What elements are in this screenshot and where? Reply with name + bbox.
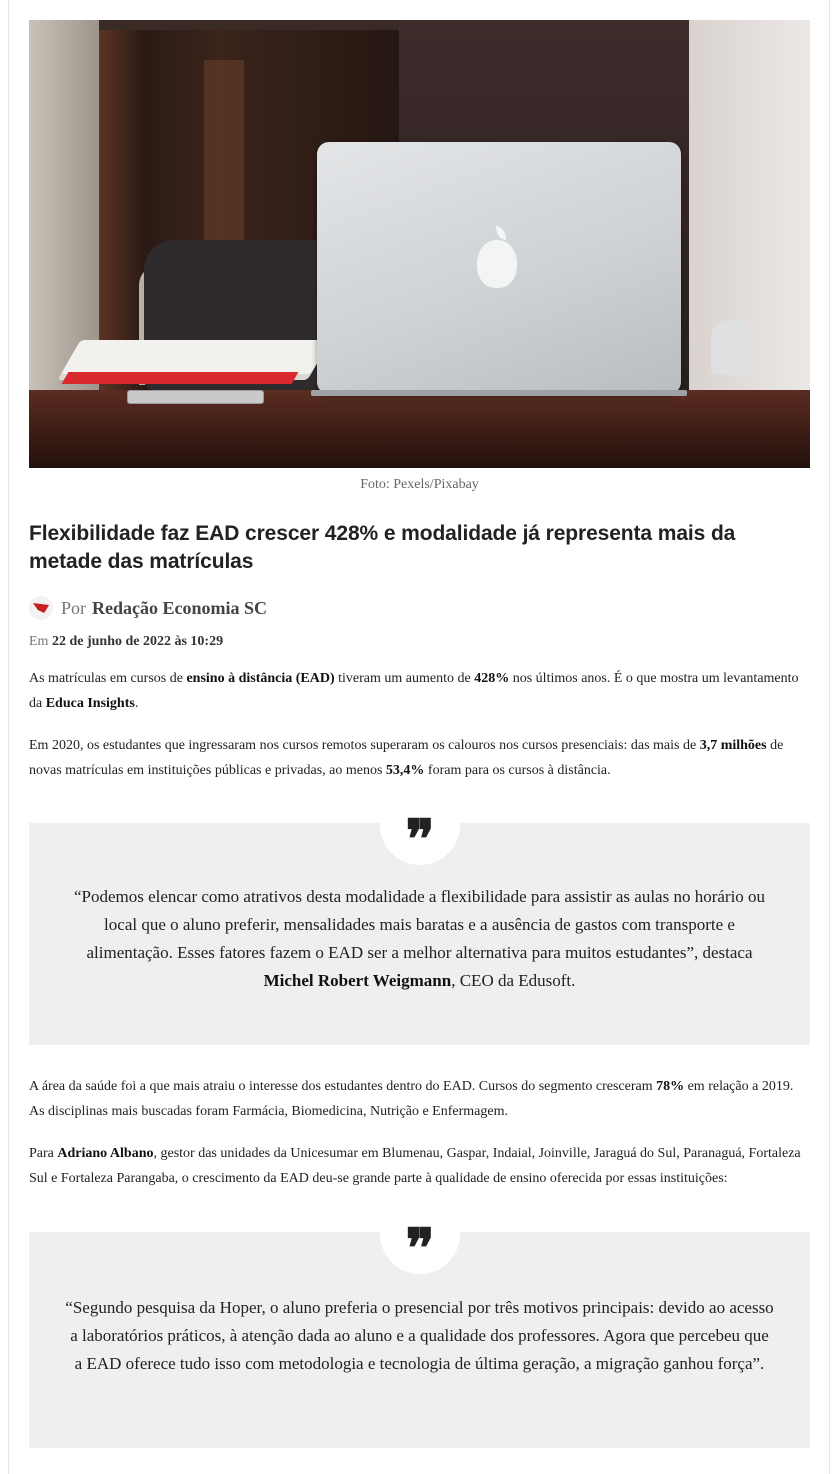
author-avatar[interactable] <box>29 596 53 620</box>
bold-text: ensino à distância (EAD) <box>186 671 335 686</box>
byline-prefix: Por <box>61 597 87 618</box>
article <box>29 20 810 1448</box>
text: foram para os cursos à distância. <box>424 763 611 778</box>
photo-book-cover <box>62 372 299 384</box>
quote-author: Michel Robert Weigmann <box>263 971 452 990</box>
paragraph-3 <box>29 1074 810 1124</box>
date-prefix: Em <box>29 634 49 649</box>
text: em relação a 2019. As disciplinas mais buscadas foram Farmácia, Biomedicina, Nutrição e Enfermagem. <box>29 1079 794 1119</box>
blockquote-1 <box>29 807 810 1045</box>
quote-icon: ❞ <box>405 807 435 871</box>
author-link[interactable]: Redação Economia SC <box>92 597 268 618</box>
text: As matrículas em cursos de <box>29 671 187 686</box>
photo-cup <box>711 320 751 375</box>
text: A área da saúde foi a que mais atraiu o interesse dos estudantes dentro do EAD. Cursos do segmento cresceram <box>29 1079 657 1094</box>
text: . <box>134 696 139 711</box>
text: Para <box>29 1146 58 1161</box>
article-title: Flexibilidade faz EAD crescer 428% e modalidade já representa mais da metade das matrículas <box>29 522 736 573</box>
paragraph-2 <box>29 733 810 783</box>
bold-text: Adriano Albano <box>57 1146 154 1161</box>
text: , gestor das unidades da Unicesumar em Blumenau, Gaspar, Indaial, Joinville, Jaraguá do Sul, Paranaguá, Fortaleza Sul e Fortaleza Parangaba, o crescimento da EAD deu-se grande parte à qualidade de ensino oferecida por essas instituições: <box>29 1146 801 1186</box>
hero-photo <box>29 20 810 468</box>
text: tiveram um aumento de <box>334 671 475 686</box>
bold-text: 53,4% <box>385 763 425 778</box>
bold-text: 3,7 milhões <box>699 738 767 753</box>
paragraph-1 <box>29 666 810 716</box>
byline <box>29 595 810 621</box>
left-border <box>8 0 9 1474</box>
quote-badge <box>380 785 460 871</box>
photo-laptop-base <box>311 390 687 396</box>
text: Em 2020, os estudantes que ingressaram nos cursos remotos superaram os calouros nos cursos presenciais: das mais de <box>29 738 700 753</box>
photo-caption: Foto: Pexels/Pixabay <box>360 477 479 492</box>
text: , CEO da Edusoft. <box>451 971 576 990</box>
publish-date <box>29 634 810 650</box>
date-value: 22 de junho de 2022 às 10:29 <box>51 634 224 649</box>
bold-text: Educa Insights <box>45 696 135 711</box>
quote-badge <box>380 1194 460 1280</box>
text: “Podemos elencar como atrativos desta modalidade a flexibilidade para assistir as aulas no horário ou local que o aluno preferir, mensalidades mais baratas e a ausência de gastos com transporte e alimentação. Esses fatores fazem o EAD ser a melhor alternativa para muitos estudantes”, destaca <box>73 887 766 962</box>
bold-text: 78% <box>656 1079 685 1094</box>
bold-text: 428% <box>474 671 510 686</box>
text: nos últimos anos. É o que mostra um levantamento da <box>29 671 799 711</box>
blockquote-2 <box>29 1216 810 1448</box>
quote-icon: ❞ <box>405 1216 435 1280</box>
quote-text: “Segundo pesquisa da Hoper, o aluno preferia o presencial por três motivos principais: devido ao acesso a laboratórios práticos, à atenção dada ao aluno e a qualidade dos professores. Agora que percebeu que a EAD oferece tudo isso com metodologia e tecnologia de última geração, a migração ganhou força”. <box>65 1298 774 1373</box>
photo-phone <box>127 390 264 404</box>
right-border <box>829 0 830 1474</box>
economia-sc-logo-icon <box>33 603 49 613</box>
text: de novas matrículas em instituições públicas e privadas, ao menos <box>29 738 784 778</box>
apple-logo-icon <box>477 240 517 288</box>
paragraph-4 <box>29 1141 810 1191</box>
